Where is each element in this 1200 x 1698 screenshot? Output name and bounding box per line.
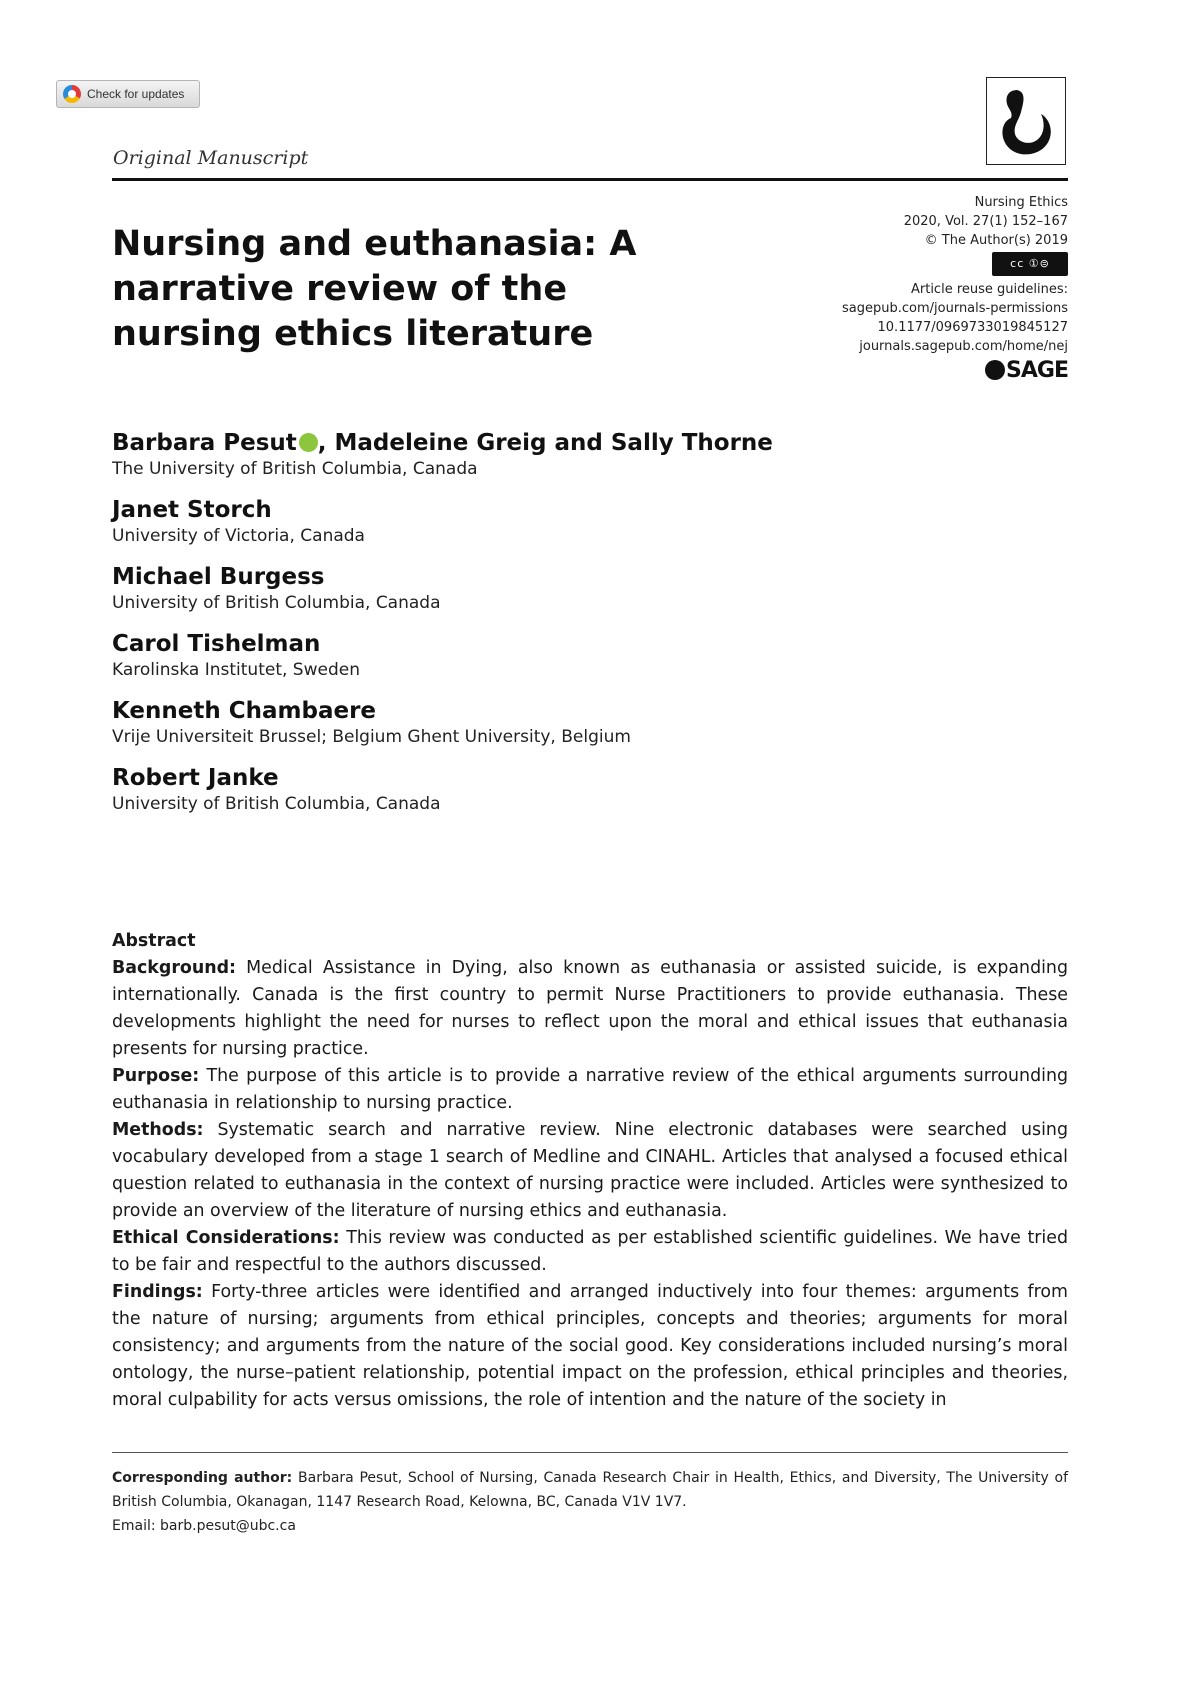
corresponding-email[interactable]: Email: barb.pesut@ubc.ca	[112, 1518, 296, 1534]
author-name: , Madeleine Greig and Sally Thorne	[317, 430, 773, 456]
author-group	[112, 562, 1012, 614]
abstract-heading: Abstract	[112, 931, 196, 951]
journal-logo	[986, 77, 1066, 165]
doi-link[interactable]: 10.1177/0969733019845127	[877, 320, 1068, 335]
abstract-background: Background: Medical Assistance in Dying, also known as euthanasia or assisted suicide, is expanding internationally. Canada is the first country to permit Nurse Practitioners to provide euthanasia. These developments highlight the need for nurses to reflect upon the moral and ethical issues that euthanasia presents for nursing practice.	[112, 958, 1068, 1059]
abstract	[112, 928, 1068, 1414]
corresponding-label: Corresponding author:	[112, 1470, 293, 1486]
publisher-logo: SAGE	[842, 356, 1068, 386]
author-name: Kenneth Chambaere	[112, 698, 377, 724]
check-for-updates-label: Check for updates	[87, 87, 185, 101]
article-title: Nursing and euthanasia: A narrative review of the nursing ethics literature	[112, 224, 637, 354]
author-group	[112, 763, 1012, 815]
author-group	[112, 629, 1012, 681]
journal-url-link[interactable]: journals.sagepub.com/home/nej	[859, 339, 1068, 354]
journal-logo-icon	[987, 78, 1064, 163]
author-affiliation: Vrije Universiteit Brussel; Belgium Ghent University, Belgium	[112, 727, 631, 747]
crossmark-icon	[63, 85, 81, 103]
author-affiliation: Karolinska Institutet, Sweden	[112, 660, 360, 680]
author-group	[112, 428, 1012, 480]
journal-name: Nursing Ethics	[974, 195, 1068, 210]
orcid-icon[interactable]	[299, 433, 318, 452]
abstract-purpose: Purpose: The purpose of this article is to provide a narrative review of the ethical arguments surrounding euthanasia in relationship to nursing practice.	[112, 1066, 1068, 1113]
corresponding-author-note	[112, 1466, 1068, 1538]
author-affiliation: The University of British Columbia, Canada	[112, 459, 478, 479]
corresponding-details: Barbara Pesut, School of Nursing, Canada Research Chair in Health, Ethics, and Diversity, The University of British Columbia, Okanagan, 1147 Research Road, Kelowna, BC, Canada V1V 1V7.	[112, 1470, 1069, 1510]
reuse-label: Article reuse guidelines:	[910, 282, 1068, 297]
author-group	[112, 696, 1012, 748]
author-affiliation: University of Victoria, Canada	[112, 526, 365, 546]
author-name: Michael Burgess	[112, 564, 325, 590]
author-affiliation: University of British Columbia, Canada	[112, 794, 441, 814]
cc-license-badge[interactable]: cc ①⊜	[992, 252, 1068, 276]
volume-info: 2020, Vol. 27(1) 152–167	[903, 214, 1068, 229]
abstract-methods: Methods: Systematic search and narrative review. Nine electronic databases were searched using vocabulary developed from a stage 1 search of Medline and CINAHL. Articles that analysed a focused ethical question related to euthanasia in the context of nursing practice were included. Articles were synthesized to provide an overview of the literature of nursing ethics and euthanasia.	[112, 1120, 1068, 1221]
journal-metadata	[842, 193, 1068, 386]
sage-mark-icon	[985, 360, 1005, 380]
author-name: Carol Tishelman	[112, 631, 321, 657]
author-name: Janet Storch	[112, 497, 272, 523]
copyright: © The Author(s) 2019	[924, 233, 1068, 248]
author-name: Barbara Pesut	[112, 430, 297, 456]
author-group	[112, 495, 1012, 547]
author-name: Robert Janke	[112, 765, 279, 791]
reuse-link[interactable]: sagepub.com/journals-permissions	[842, 301, 1068, 316]
check-for-updates-button[interactable]	[56, 80, 200, 108]
author-affiliation: University of British Columbia, Canada	[112, 593, 441, 613]
abstract-findings: Findings: Forty-three articles were identified and arranged inductively into four themes: arguments from the nature of nursing; arguments from ethical principles, concepts and theories; arguments for moral consistency; and arguments from the nature of the social good. Key considerations included nursing’s moral ontology, the nurse–patient relationship, potential impact on the profession, ethical principles and theories, moral culpability for acts versus omissions, the role of intention and the nature of the society in	[112, 1282, 1068, 1410]
author-list	[112, 428, 1012, 830]
header-rule	[112, 178, 1068, 181]
abstract-ethical-considerations: Ethical Considerations: This review was conducted as per established scientific guidelines. We have tried to be fair and respectful to the authors discussed.	[112, 1228, 1068, 1275]
manuscript-type: Original Manuscript	[113, 147, 309, 169]
footnote-rule	[112, 1452, 1068, 1453]
